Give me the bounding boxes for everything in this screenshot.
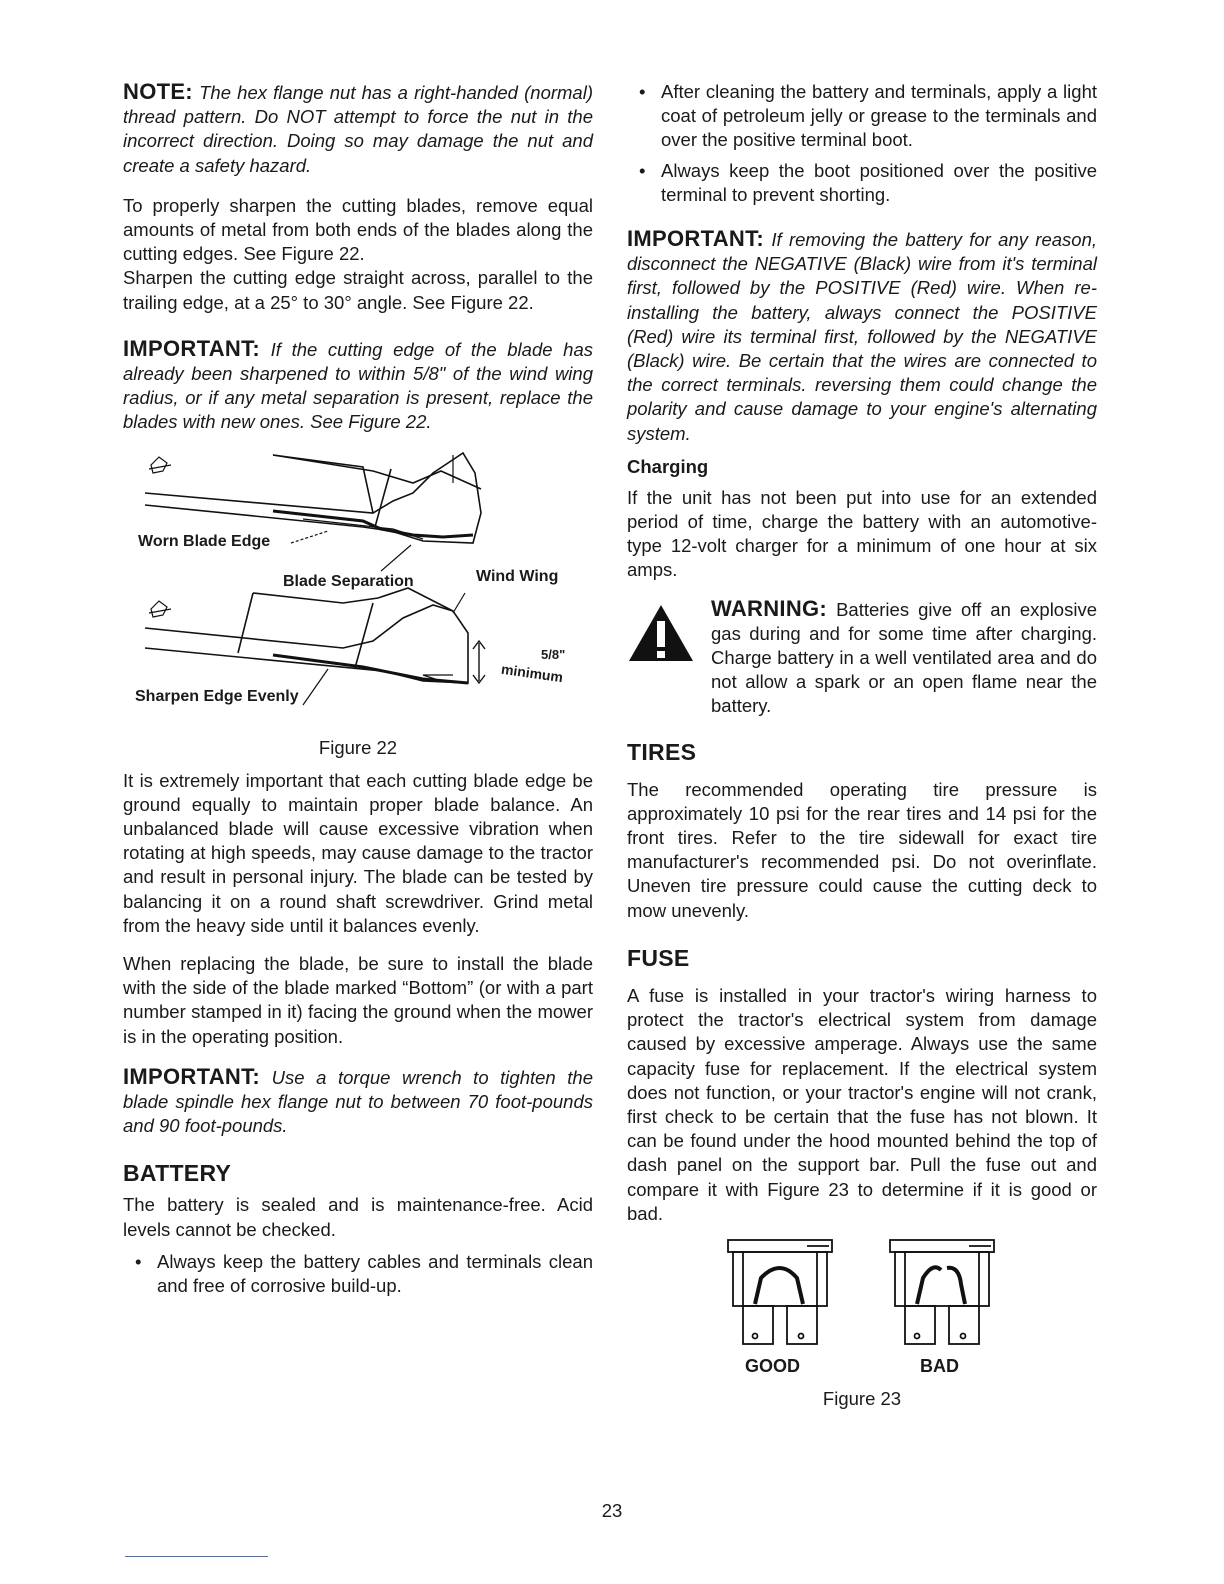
important-text: If the cutting edge of the blade has already been sharpened to within 5/8" of the wind wing radius, or if any metal separation is present, replace the blades with new ones. See Figure 22. xyxy=(123,338,593,433)
note-lead: NOTE: xyxy=(123,79,193,104)
note-paragraph xyxy=(123,80,593,178)
important-lead: IMPORTANT: xyxy=(627,226,765,252)
warning-block xyxy=(627,597,1097,719)
warning-text: Batteries give off an explosive gas during and for some time after charging. Charge battery in a well ventilated area and do not allow a spark or an open flame near the battery. xyxy=(711,598,1097,717)
fuse-paragraph: A fuse is installed in your tractor's wiring harness to protect the tractor's electrical system from damage caused by excessive amperage. Always use the same capacity fuse for replacement. If the electrical system does not function, or your tractor's engine will not crank, first check to be certain that the fuse has not blown. It can be found under the hood mounted behind the top of dash panel on the support bar. Pull the fuse out and compare it with Figure 23 to determine if it is good or bad. xyxy=(627,984,1097,1224)
figure-23 xyxy=(627,1238,1097,1418)
page-number: 23 xyxy=(601,1500,623,1521)
note-text: The hex flange nut has a right-handed (normal) thread pattern. Do NOT attempt to force the nut in the incorrect direction. Doing so may damage the nut and create a safety hazard. xyxy=(123,82,593,176)
important-text: Use a torque wrench to tighten the blade spindle hex flange nut to between 70 foot-pounds and 90 foot-pounds. xyxy=(123,1066,594,1137)
label-minimum: minimum xyxy=(500,660,565,685)
tires-heading: TIRES xyxy=(627,738,697,765)
figure-22-caption: Figure 22 xyxy=(318,736,398,758)
sharpen-paragraph: To properly sharpen the cutting blades, remove equal amounts of metal from both ends of the blades along the cutting edges. See Figure 22. xyxy=(123,194,593,265)
blade-balance-paragraph: It is extremely important that each cutting blade edge be ground equally to maintain proper blade balance. An unbalanced blade will cause excessive vibration when rotating at high speeds, may cause damage to the tractor and result in personal injury. The blade can be tested by balancing it on a round shaft screwdriver. Grind metal from the heavy side until it balances evenly. xyxy=(123,769,593,936)
figure-22 xyxy=(123,443,593,758)
sharpen-angle-paragraph: Sharpen the cutting edge straight across, parallel to the trailing edge, at a 25° to 30° angle. See Figure 22. xyxy=(123,267,593,313)
label-wind-wing: Wind Wing xyxy=(476,567,559,585)
list-item: • Always keep the boot positioned over the positive terminal to prevent shorting. xyxy=(661,159,1097,207)
warning-triangle-icon xyxy=(627,603,695,663)
battery-care-list xyxy=(627,80,1097,207)
warning-paragraph xyxy=(711,597,1097,719)
label-blade-separation: Blade Separation xyxy=(283,572,414,590)
list-item: • After cleaning the battery and terminals, apply a light coat of petroleum jelly or grease to the terminals and over the positive terminal boot. xyxy=(661,80,1097,153)
important-torque-paragraph xyxy=(123,1065,593,1139)
label-bad: BAD xyxy=(920,1355,959,1376)
battery-bullet-list xyxy=(123,1250,593,1298)
important-battery-paragraph xyxy=(627,227,1097,446)
charging-heading: Charging xyxy=(627,455,709,477)
label-sharpen-edge-evenly: Sharpen Edge Evenly xyxy=(135,687,299,705)
left-column xyxy=(123,80,593,1304)
warning-lead: WARNING: xyxy=(711,595,828,621)
important-blade-paragraph xyxy=(123,337,593,435)
right-column xyxy=(627,80,1097,1418)
battery-heading: BATTERY xyxy=(123,1160,232,1187)
charging-paragraph: If the unit has not been put into use for an extended period of time, charge the battery with an automotive-type 12-volt charger for a minimum of one hour at six amps. xyxy=(627,486,1097,581)
label-five-eighths: 5/8" xyxy=(541,646,566,662)
fuse-illustration xyxy=(627,1238,1097,1368)
label-worn-blade-edge: Worn Blade Edge xyxy=(138,532,271,550)
tires-paragraph: The recommended operating tire pressure is approximately 10 psi for the rear tires and 14 psi for the front tires. Refer to the tire sidewall for exact tire manufacturer's recommended psi. Do not overinflate. Uneven tire pressure could cause the cutting deck to mow unevenly. xyxy=(627,778,1097,921)
important-text: If removing the battery for any reason, disconnect the NEGATIVE (Black) wire from it's terminal first, followed by the POSITIVE (Red) wire. When re-installing the battery, always connect the POSITIVE (Red) wire its terminal first, followed by the NEGATIVE (Black) wire. Be certain that the wires are connected to the correct terminals. reversing them could change the polarity and cause damage to your engine's alternating system. xyxy=(627,229,1098,444)
label-good: GOOD xyxy=(745,1355,801,1376)
important-lead: IMPORTANT: xyxy=(123,1063,261,1089)
footer-rule xyxy=(125,1556,268,1557)
list-item: • Always keep the battery cables and terminals clean and free of corrosive build-up. xyxy=(157,1250,593,1298)
fuse-heading: FUSE xyxy=(627,944,690,971)
battery-paragraph: The battery is sealed and is maintenance-free. Acid levels cannot be checked. xyxy=(123,1194,593,1240)
figure-23-caption: Figure 23 xyxy=(822,1387,902,1409)
blade-replace-paragraph: When replacing the blade, be sure to install the blade with the side of the blade marked “Bottom” (or with a part number stamped in it) facing the ground when the mower is in the operating position. xyxy=(123,953,593,1047)
important-lead: IMPORTANT: xyxy=(123,335,261,361)
